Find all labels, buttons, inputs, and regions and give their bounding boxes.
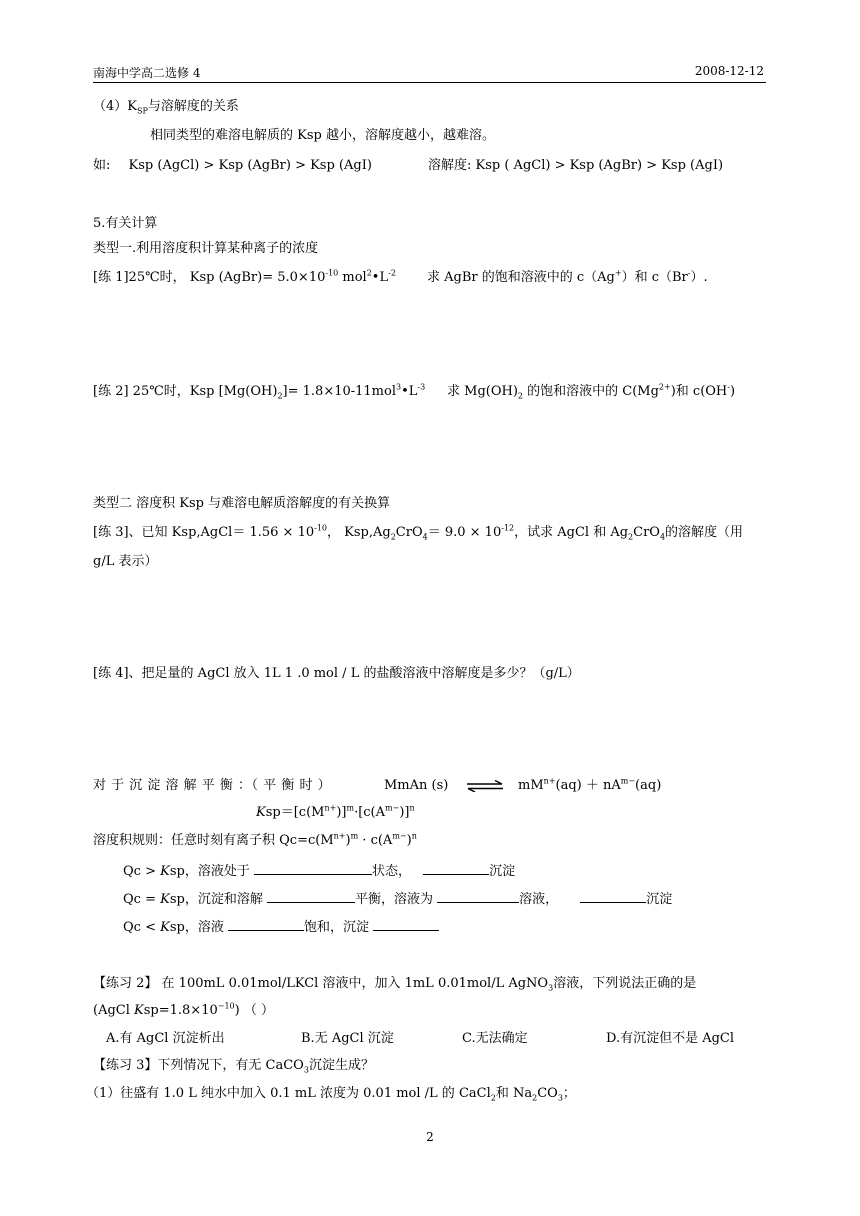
- equilibrium-arrows-icon: [466, 780, 504, 792]
- exercise-1: [练 1]25℃时， Ksp (AgBr)= $5.0\times 10^{-10}$ $mol^2•L^{-2}$: [93, 268, 396, 285]
- exercise-3-line2: g/L 表示）: [93, 554, 158, 569]
- exercise-4: [练 4]、把足量的 AgCl 放入 1L 1 .0 mol / L 的盐酸溶液中溶解度是多少？（g/L）: [93, 666, 580, 681]
- rule-case-less: Qc < Ksp，溶液 饱和，沉淀: [123, 917, 439, 937]
- option-c[interactable]: C.无法确定: [462, 1031, 528, 1046]
- answer-blank[interactable]: [267, 889, 355, 903]
- rule-case-equal: Qc = Ksp，沉淀和溶解 平衡，溶液为 溶液， 沉淀: [123, 889, 672, 909]
- section5-title: 5.有关计算: [93, 216, 158, 231]
- section4-title: $(4)K_{SP}$与溶解度的关系: [93, 99, 239, 116]
- practice-2: 【练习 2】 在 100mL 0.01mol/LKCl 溶液中，加入 1mL 0.01mol/L AgNO$_3$溶液，下列说法正确的是: [93, 976, 697, 993]
- option-b[interactable]: B.无 AgCl 沉淀: [301, 1031, 394, 1046]
- header-title: 南海中学高二选修 4: [93, 66, 201, 80]
- exercise-1-question: 求 AgBr 的饱和溶液中的 c（Ag+）和 c（Br-）.: [427, 268, 708, 285]
- answer-blank[interactable]: [580, 889, 646, 903]
- equilibrium-left: MmAn (s): [384, 778, 449, 793]
- header-date: 2008-12-12: [694, 64, 764, 78]
- equilibrium-label: 对 于 沉 淀 溶 解 平 衡 ：（ 平 衡 时 ）: [93, 778, 332, 793]
- answer-blank[interactable]: [228, 917, 304, 931]
- option-a[interactable]: A.有 AgCl 沉淀析出: [106, 1031, 225, 1046]
- exercise-3: [练 3]、已知 Ksp,AgCl＝ $1.56 \times 10^{-10}$， $Ksp,Ag_2CrO_4= 9.0 \times 10^{-12}$，试求 AgCl 和 $Ag_2CrO_4$的溶解度（用: [93, 523, 744, 542]
- section4-solubility: 溶解度: Ksp ( AgCl) > Ksp (AgBr) > Ksp (AgI): [428, 158, 724, 173]
- answer-blank[interactable]: [254, 861, 372, 875]
- page-header: [93, 64, 766, 83]
- practice-3-question-1: （1）往盛有 1.0 L 纯水中加入 0.1 mL 浓度为 0.01 mol /L 的 CaCl$_2$和 $Na_2CO_3$；: [86, 1086, 576, 1103]
- page-number: 2: [426, 1130, 434, 1144]
- rule-case-greater: Qc > Ksp，溶液处于 状态， 沉淀: [123, 861, 515, 881]
- exercise-2-question: 求 $Mg(OH)_2$ 的饱和溶液中的 $C(Mg^{2+})$和 c(OH-): [447, 382, 736, 401]
- type1-heading: 类型一.利用溶度积计算某种离子的浓度: [93, 241, 319, 256]
- exercise-2: [练 2] 25℃时，Ksp $[Mg(OH)_2]=$ $1.8\times 10-11mol^3•L^{-3}$: [93, 382, 426, 401]
- option-d[interactable]: D.有沉淀但不是 AgCl: [606, 1031, 735, 1046]
- section4-rule: 相同类型的难溶电解质的 Ksp 越小，溶解度越小，越难溶。: [150, 128, 495, 143]
- section4-example: 如: Ksp (AgCl) > Ksp (AgBr) > Ksp (AgI): [93, 158, 372, 173]
- practice-2-line2: (AgCl $Ksp=1.8\times 10^{-10}$) （ ）: [93, 1001, 274, 1018]
- answer-blank[interactable]: [437, 889, 519, 903]
- practice-3: 【练习 3】下列情况下，有无 CaCO$_3$沉淀生成？: [93, 1058, 374, 1075]
- answer-blank[interactable]: [373, 917, 439, 931]
- ksp-expression: $Ksp=[c(M^{n+})]^m\cdot[c(A^{m-})]^n$: [256, 803, 415, 820]
- equilibrium-right: $mM^{n+}(aq) + nA^{m-}(aq)$: [518, 776, 662, 793]
- answer-blank[interactable]: [423, 861, 489, 875]
- type2-heading: 类型二 溶度积 Ksp 与难溶电解质溶解度的有关换算: [93, 496, 391, 511]
- solubility-product-rule: 溶度积规则：任意时刻有离子积 $Qc=c(M^{n+})^m \cdot c(A^{m-})^n$: [93, 831, 417, 848]
